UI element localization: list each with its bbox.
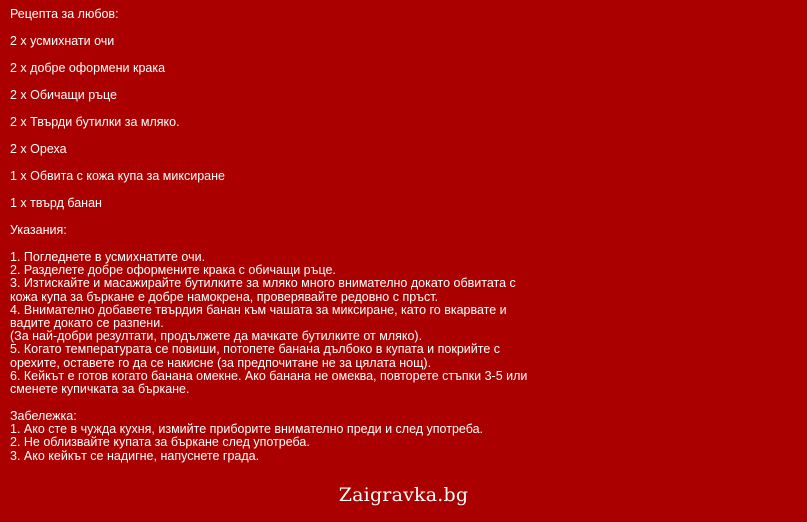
ingredient-item: 2 х усмихнати очи xyxy=(10,34,115,48)
notes-heading: Забележка: xyxy=(10,409,77,424)
recipe-title: Рецепта за любов: xyxy=(10,7,119,21)
ingredient-item: 2 х Ореха xyxy=(10,142,67,156)
instruction-line: 3. Изтискайте и масажирайте бутилките за мляко много внимателно докато обвитата с xyxy=(10,276,516,291)
notes-list xyxy=(10,410,800,463)
instruction-line: 1. Погледнете в усмихнатите очи. xyxy=(10,250,206,264)
site-watermark: Zaigravka.bg xyxy=(338,484,469,506)
instructions-heading: Указания: xyxy=(10,223,67,237)
instruction-line: кожа купа за бъркане е добре намокрена, проверявайте редовно с пръст. xyxy=(10,289,439,304)
ingredient-item: 2 х Обичащи ръце xyxy=(10,88,117,102)
ingredient-item: 2 х добре оформени крака xyxy=(10,61,166,75)
ingredient-item: 1 х твърд банан xyxy=(10,196,102,210)
instruction-line: 6. Кейкът е готов когато банана омекне. Ако банана не омеква, повторете стъпки 3-5 или xyxy=(10,368,528,383)
instructions-list xyxy=(10,251,800,396)
instruction-line: 2. Разделете добре оформените крака с обичащи ръце. xyxy=(10,263,336,278)
instruction-line: 5. Когато температурата се повиши, потопете банана дълбоко в купата и покрийте с xyxy=(10,342,500,357)
ingredient-item: 2 х Твърди бутилки за мляко. xyxy=(10,115,180,129)
note-line: 3. Ако кейкът се надигне, напуснете града. xyxy=(10,448,260,463)
recipe-document xyxy=(10,8,800,477)
note-line: 2. Не облизвайте купата за бъркане след употреба. xyxy=(10,435,310,450)
instruction-line: (За най-добри резултати, продължете да мачкате бутилките от мляко). xyxy=(10,329,423,344)
instruction-line: 4. Внимателно добавете твърдия банан към чашата за миксиране, като го вкарвате и xyxy=(10,302,507,317)
instruction-line: вадите докато се разпени. xyxy=(10,315,164,330)
instruction-line: сменете купичката за бъркане. xyxy=(10,381,190,396)
instruction-line: орехите, оставете го да се накисне (за предпочитане не за цялата нощ). xyxy=(10,355,432,370)
ingredient-item: 1 х Обвита с кожа купа за миксиране xyxy=(10,169,225,183)
note-line: 1. Ако сте в чужда кухня, измийте приборите внимателно преди и след употреба. xyxy=(10,422,484,437)
